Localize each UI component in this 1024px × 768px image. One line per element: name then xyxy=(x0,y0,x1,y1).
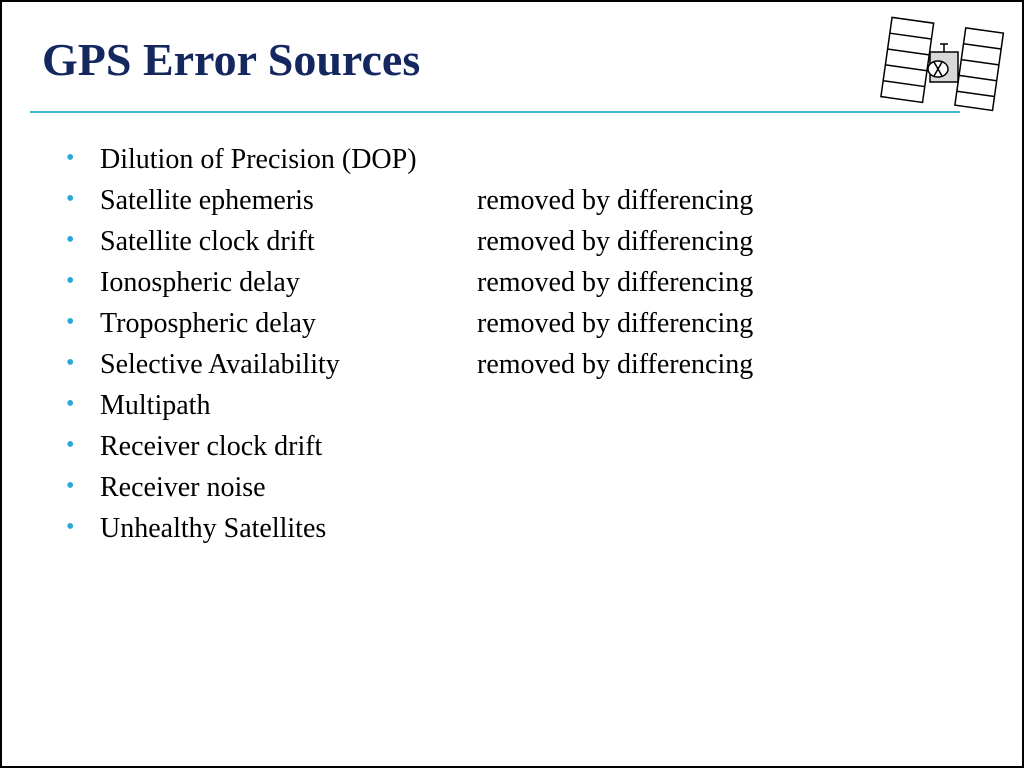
bullet-text: Selective Availability xyxy=(100,349,340,380)
bullet-icon: • xyxy=(66,514,75,540)
bullet-note: removed by differencing xyxy=(477,267,754,298)
bullet-text: Dilution of Precision (DOP) xyxy=(100,144,417,175)
bullet-text: Multipath xyxy=(100,390,211,421)
bullet-text: Receiver clock drift xyxy=(100,431,323,462)
bullet-icon: • xyxy=(66,186,75,212)
bullet-icon: • xyxy=(66,391,75,417)
bullet-note: removed by differencing xyxy=(477,349,754,380)
satellite-icon xyxy=(878,12,1008,112)
bullet-text: Satellite ephemeris xyxy=(100,185,314,216)
bullet-note: removed by differencing xyxy=(477,308,754,339)
bullet-text: Receiver noise xyxy=(100,472,266,503)
title-divider xyxy=(30,111,960,113)
bullet-text: Unhealthy Satellites xyxy=(100,513,327,544)
bullet-note: removed by differencing xyxy=(477,185,754,216)
bullet-icon: • xyxy=(66,350,75,376)
slide-title: GPS Error Sources xyxy=(42,34,421,85)
bullet-text: Satellite clock drift xyxy=(100,226,315,257)
bullet-icon: • xyxy=(66,145,75,171)
bullet-note: removed by differencing xyxy=(477,226,754,257)
bullet-icon: • xyxy=(66,309,75,335)
bullet-icon: • xyxy=(66,227,75,253)
bullet-text: Ionospheric delay xyxy=(100,267,300,298)
bullet-icon: • xyxy=(66,432,75,458)
bullet-text: Tropospheric delay xyxy=(100,308,316,339)
bullet-icon: • xyxy=(66,473,75,499)
bullet-icon: • xyxy=(66,268,75,294)
